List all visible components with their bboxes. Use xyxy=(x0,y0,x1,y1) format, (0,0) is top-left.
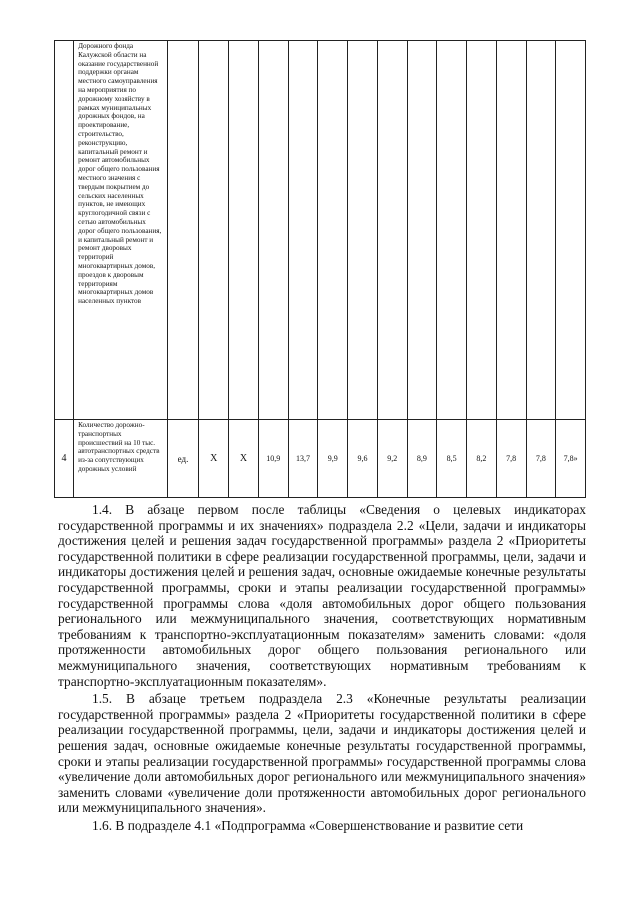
value-cell xyxy=(229,41,259,420)
value-cell xyxy=(318,41,348,420)
indicator-name-cell xyxy=(74,41,167,420)
indicator-name-cell xyxy=(74,420,167,498)
paragraph-1-4: 1.4. В абзаце первом после таблицы «Сведения о целевых индикаторах государственной программы и их значениях» подраздела 2.2 «Цели, задачи и индикаторы достижения целей и решения задач государственной программы» раздела 2 «Приоритеты государственной политики в сфере реализации государственной программы, цели, задачи и индикаторы достижения целей и решения задач, основные ожидаемые конечные результаты государственной программы, сроки и этапы реализации государственной программы» государственной программы слова «доля автомобильных дорог общего пользования регионального или межмуниципального значения, соответствующих нормативным требованиям к транспортно-эксплуатационным показателям» заменить словами: «доля протяженности автомобильных дорог общего пользования регионального или межмуниципального значения, соответствующих нормативным требованиям к транспортно-эксплуатационным показателям». xyxy=(58,502,586,689)
value-cell: 8,2 xyxy=(467,420,497,498)
value-cell: 8,9 xyxy=(407,420,437,498)
value-cell xyxy=(407,41,437,420)
value-cell: 8,5 xyxy=(437,420,467,498)
value-cell: 13,7 xyxy=(288,420,318,498)
value-cell: 7,8 xyxy=(496,420,526,498)
table-row xyxy=(55,41,586,420)
paragraph-1-5: 1.5. В абзаце третьем подраздела 2.3 «Конечные результаты реализации государственной программы» раздела 2 «Приоритеты государственной политики в сфере реализации государственной программы, цели, задачи и индикаторы достижения целей и решения задач, основные ожидаемые конечные результаты государственной программы, сроки и этапы реализации государственной программы» государственной программы слова «увеличение доли автомобильных дорог регионального или межмуниципального значения» заменить словами «увеличение доли протяженности автомобильных дорог регионального или межмуниципального значения». xyxy=(58,691,586,816)
value-cell xyxy=(556,41,586,420)
row-number-cell: 4 xyxy=(55,420,74,498)
value-cell xyxy=(377,41,407,420)
value-cell xyxy=(526,41,556,420)
value-cell: 9,6 xyxy=(348,420,378,498)
value-cell xyxy=(437,41,467,420)
body-text xyxy=(58,502,586,833)
row-number-cell xyxy=(55,41,74,420)
table-row xyxy=(55,420,586,498)
value-cell: 9,2 xyxy=(377,420,407,498)
paragraph-1-6: 1.6. В подразделе 4.1 «Подпрограмма «Совершенствование и развитие сети xyxy=(92,817,524,833)
unit-cell: ед. xyxy=(167,420,199,498)
value-cell xyxy=(258,41,288,420)
value-cell: 7,8 xyxy=(526,420,556,498)
value-cell: Х xyxy=(229,420,259,498)
value-cell xyxy=(288,41,318,420)
value-cell xyxy=(467,41,497,420)
value-cell: 9,9 xyxy=(318,420,348,498)
value-cell: Х xyxy=(199,420,229,498)
value-cell: 10,9 xyxy=(258,420,288,498)
unit-cell xyxy=(167,41,199,420)
value-cell xyxy=(496,41,526,420)
value-cell xyxy=(199,41,229,420)
indicator-table xyxy=(54,40,586,498)
value-cell xyxy=(348,41,378,420)
indicator-name: Количество дорожно-транспортных происшествий на 10 тыс. автотранспортных средств из-за сопутствующих дорожных условий xyxy=(78,421,160,473)
indicator-name: Дорожного фонда Калужской области на оказание государственной поддержки органам местного самоуправления на мероприятия по дорожному хозяйству в рамках муниципальных дорожных фондов, на проектирование, строительство, реконструкцию, капитальный ремонт и ремонт автомобильных дорог общего пользования местного значения с твердым покрытием до сельских населенных пунктов, не имеющих круглогодичной связи с сетью автомобильных дорог общего пользования, и капитальный ремонт и ремонт дворовых территорий многоквартирных домов, проездов к дворовым территориям многоквартирных домов населенных пунктов xyxy=(78,42,162,306)
value-cell: 7,8» xyxy=(556,420,586,498)
